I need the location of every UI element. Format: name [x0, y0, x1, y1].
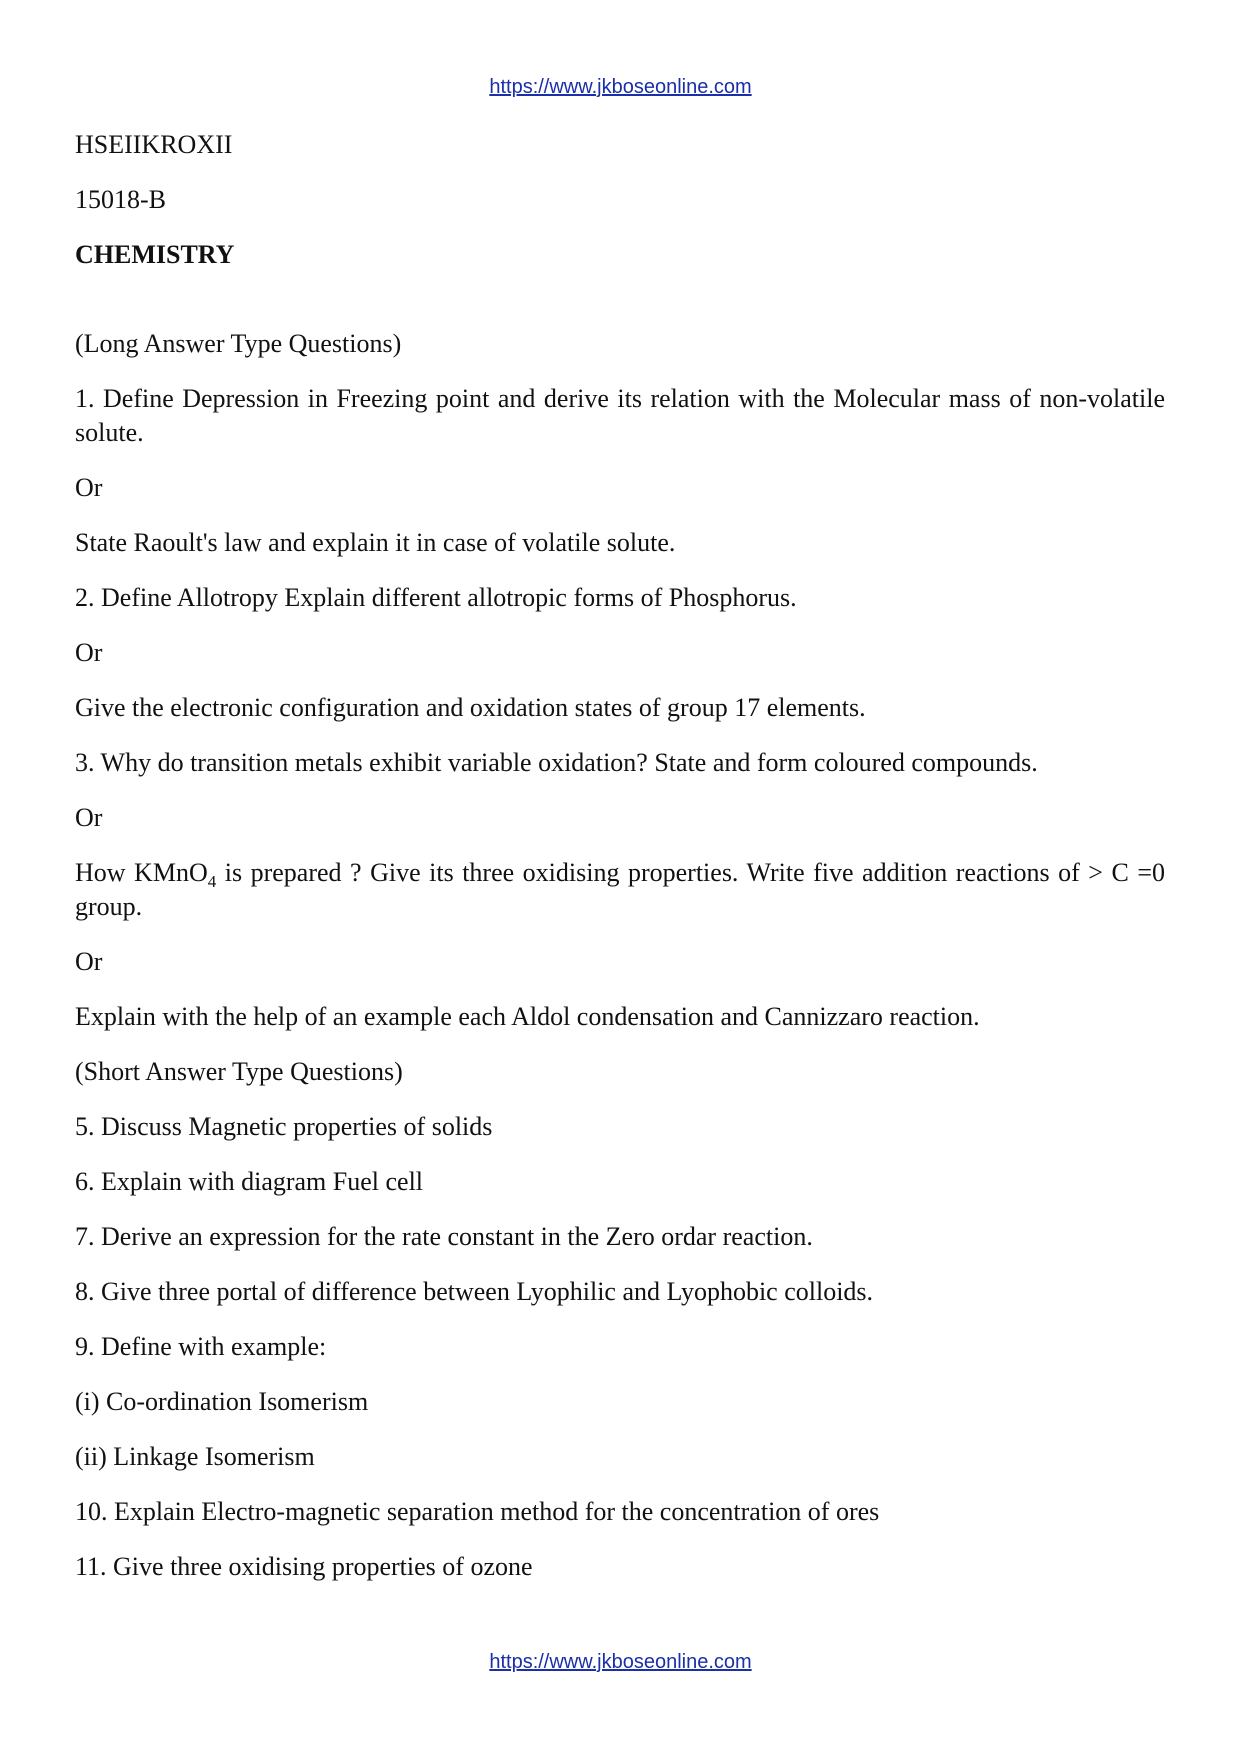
question-1: 1. Define Depression in Freezing point and derive its relation with the Molecular mass of non-volatile solute.	[75, 384, 1165, 447]
question-paper-content	[75, 128, 1165, 1605]
short-answer-heading: (Short Answer Type Questions)	[75, 1057, 403, 1086]
question-3-alternative	[75, 856, 1165, 924]
or-separator: Or	[75, 638, 103, 667]
kmno4-subscript: 4	[207, 872, 217, 892]
question-9-part-ii: (ii) Linkage Isomerism	[75, 1442, 315, 1471]
question-7: 7. Derive an expression for the rate constant in the Zero ordar reaction.	[75, 1222, 813, 1251]
question-11: 11. Give three oxidising properties of ozone	[75, 1552, 533, 1581]
question-1-alternative: State Raoult's law and explain it in case of volatile solute.	[75, 528, 676, 557]
kmno4-prefix: How KMnO	[75, 858, 208, 887]
kmno4-rest: is prepared ? Give its three oxidising properties. Write five addition reactions of > C =0 group.	[75, 858, 1165, 921]
question-6: 6. Explain with diagram Fuel cell	[75, 1167, 424, 1196]
subject-title: CHEMISTRY	[75, 240, 235, 269]
or-separator: Or	[75, 803, 103, 832]
or-separator: Or	[75, 947, 103, 976]
question-5: 5. Discuss Magnetic properties of solids	[75, 1112, 493, 1141]
paper-code: HSEIIKROXII	[75, 130, 233, 159]
question-3: 3. Why do transition metals exhibit variable oxidation? State and form coloured compounds.	[75, 748, 1038, 777]
long-answer-heading: (Long Answer Type Questions)	[75, 329, 402, 358]
or-separator: Or	[75, 473, 103, 502]
question-8: 8. Give three portal of difference between Lyophilic and Lyophobic colloids.	[75, 1277, 874, 1306]
footer-link[interactable]: https://www.jkboseonline.com	[489, 1651, 752, 1673]
question-9: 9. Define with example:	[75, 1332, 327, 1361]
question-2: 2. Define Allotropy Explain different allotropic forms of Phosphorus.	[75, 583, 797, 612]
question-4-alternative: Explain with the help of an example each Aldol condensation and Cannizzaro reaction.	[75, 1002, 980, 1031]
question-10: 10. Explain Electro-magnetic separation method for the concentration of ores	[75, 1497, 880, 1526]
paper-number: 15018-B	[75, 185, 166, 214]
question-9-part-i: (i) Co-ordination Isomerism	[75, 1387, 369, 1416]
question-2-alternative: Give the electronic configuration and oxidation states of group 17 elements.	[75, 693, 866, 722]
header-link[interactable]: https://www.jkboseonline.com	[489, 76, 752, 98]
